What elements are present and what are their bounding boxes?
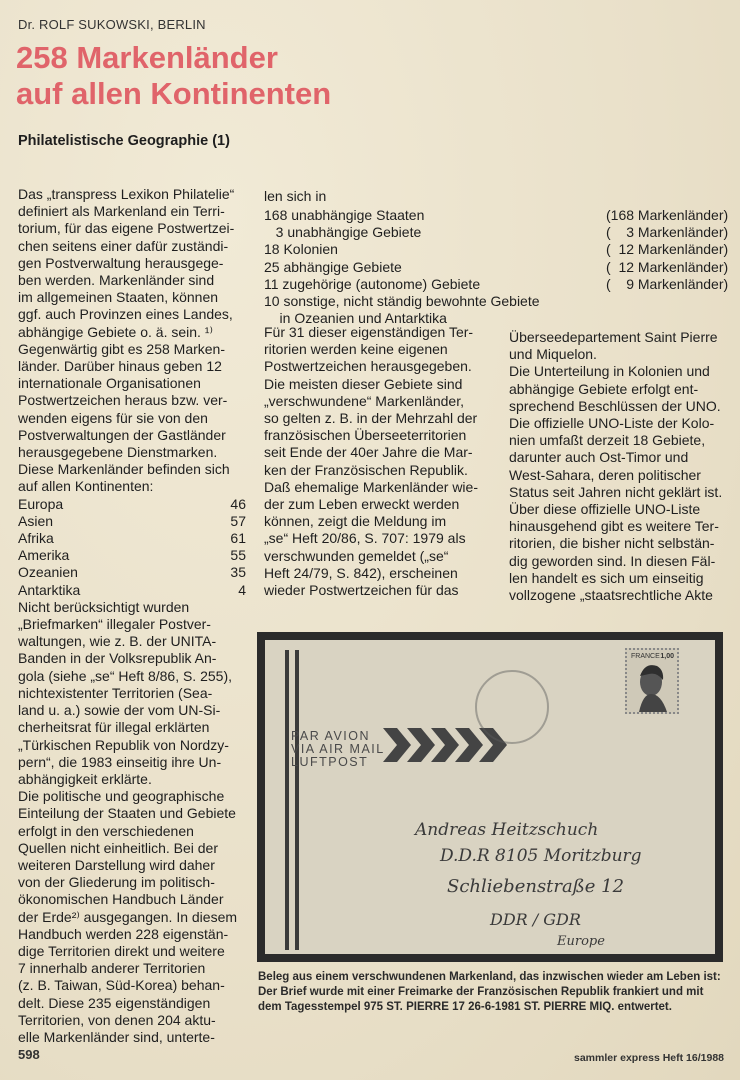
text-line: land u. a.) sowie der vom UN-Si- xyxy=(18,702,221,719)
text-line: seit Ende der 40er Jahre die Mar- xyxy=(264,444,473,461)
text-line: Über diese offizielle UNO-Liste xyxy=(509,501,701,518)
territory-list xyxy=(264,207,736,327)
continent-row xyxy=(18,564,246,581)
stamp-value: 1,00 xyxy=(660,653,674,660)
territory-stamp-count: ( 3 Markenländer) xyxy=(606,224,729,241)
text-line: gen Postverwaltung herausgege- xyxy=(18,254,224,271)
address-line: DDR / GDR xyxy=(490,910,581,929)
text-line: gola (siehe „se“ Heft 8/86, S. 255), xyxy=(18,667,232,684)
text-line: Territorien, von denen 204 aktu- xyxy=(18,1011,216,1028)
text-line: Heft 24/79, S. 842), erscheinen xyxy=(264,564,458,581)
text-line: Gegenwärtig gibt es 258 Marken- xyxy=(18,340,225,357)
byline: Dr. ROLF SUKOWSKI, BERLIN xyxy=(18,17,206,32)
airmail-bar xyxy=(285,650,289,950)
territory-label: 3 unabhängige Gebiete xyxy=(264,224,422,241)
text-line: Diese Markenländer befinden sich xyxy=(18,461,230,478)
postage-stamp xyxy=(625,648,679,714)
text-line: ritorien werden keine eigenen xyxy=(264,341,448,358)
text-line: Status seit Jahren nicht geklärt ist. xyxy=(509,483,723,500)
text-line: von der Gliederung im politisch- xyxy=(18,874,215,891)
territory-label: 25 abhängige Gebiete xyxy=(264,258,402,275)
airmail-line: LUFTPOST xyxy=(291,755,369,769)
address-line: Andreas Heitzschuch xyxy=(415,820,599,840)
text-line: so gelten z. B. in der Mehrzahl der xyxy=(264,410,478,427)
text-line: Die meisten dieser Gebiete sind xyxy=(264,375,463,392)
territory-label: in Ozeanien und Antarktika xyxy=(264,310,447,327)
continent-name: Antarktika xyxy=(18,581,81,598)
text-line: auf allen Kontinenten: xyxy=(18,478,154,495)
column-1-intro xyxy=(18,186,246,496)
text-line: West-Sahara, deren politischer xyxy=(509,466,701,483)
text-line: cherheitsrat für illegal erklärten xyxy=(18,719,210,736)
text-line: verschwunden gemeldet („se“ xyxy=(264,547,449,564)
text-line: im allgemeinen Staaten, können xyxy=(18,289,219,306)
text-line: ken der Französischen Republik. xyxy=(264,461,468,478)
territory-row xyxy=(264,241,736,258)
page-title xyxy=(16,40,331,112)
text-line: Die offizielle UNO-Liste der Kolo- xyxy=(509,415,715,432)
text-line: „Briefmarken“ illegaler Postver- xyxy=(18,616,211,633)
continent-table xyxy=(18,496,246,599)
territory-row xyxy=(264,259,736,276)
text-line: Quellen nicht einheitlich. Bei der xyxy=(18,839,219,856)
text-line: der Erde²⁾ ausgegangen. In diesem xyxy=(18,908,238,925)
continent-name: Europa xyxy=(18,495,64,512)
text-line: Postwertzeichen heraus bzw. ver- xyxy=(18,392,228,409)
continent-count: 35 xyxy=(230,564,246,581)
text-line: nien umfaßt derzeit 18 Gebiete, xyxy=(509,432,706,449)
text-line: der zum Leben erweckt werden xyxy=(264,496,460,513)
text-line: dig geworden sind. In diesen Fäl- xyxy=(509,552,716,569)
text-line: hinausgehend gibt es weitere Ter- xyxy=(509,518,719,535)
address-line: Europe xyxy=(557,934,605,949)
text-line: nichtexistenter Territorien (Sea- xyxy=(18,684,213,701)
text-line: abhängige Gebiete o. ä. sein. ¹⁾ xyxy=(18,323,213,340)
territory-stamp-count: ( 12 Markenländer) xyxy=(606,241,729,258)
text-line: weiteren Darstellung wird daher xyxy=(18,856,215,873)
continent-name: Amerika xyxy=(18,547,70,564)
text-line: ökonomischen Handbuch Länder xyxy=(18,891,224,908)
continent-row xyxy=(18,496,246,513)
text-line: französischen Überseeterritorien xyxy=(264,427,467,444)
continent-row xyxy=(18,582,246,599)
text-line: ritorien, die bisher nicht selbstän- xyxy=(509,535,715,552)
text-line: (z. B. Taiwan, Süd-Korea) behan- xyxy=(18,977,225,994)
column-2-lead xyxy=(264,188,496,205)
text-line: „Türkischen Republik von Nordzy- xyxy=(18,736,229,753)
text-line: sprechend Beschlüssen der UNO. xyxy=(509,397,721,414)
text-line: abhängige Gebiete erfolgt ent- xyxy=(509,380,699,397)
marianne-portrait-icon xyxy=(627,650,677,712)
text-line: Die politische und geographische xyxy=(18,788,225,805)
text-line: Nicht berücksichtigt wurden xyxy=(18,598,190,615)
text-line: erfolgt in den verschiedenen xyxy=(18,822,194,839)
territory-stamp-count: ( 12 Markenländer) xyxy=(606,258,729,275)
territory-label: 11 zugehörige (autonome) Gebiete xyxy=(264,275,481,292)
text-line: definiert als Markenland ein Terri- xyxy=(18,203,225,220)
address-line: Schliebenstraße 12 xyxy=(447,876,625,897)
text-line: ggf. auch Provinzen eines Landes, xyxy=(18,306,233,323)
text-line: Daß ehemalige Markenländer wie- xyxy=(264,478,478,495)
envelope xyxy=(265,640,715,954)
envelope-photo xyxy=(257,632,723,962)
text-line: dige Territorien direkt und weitere xyxy=(18,942,225,959)
text-line: elle Markenländer sind, unterte- xyxy=(18,1028,215,1045)
territory-row xyxy=(264,293,736,310)
text-line: herausgegebene Dienstmarken. xyxy=(18,444,218,461)
airmail-line: PAR AVION xyxy=(291,729,371,743)
text-line: delt. Diese 235 eigenständigen xyxy=(18,994,211,1011)
text-line: wenden eigens für sie von den xyxy=(18,409,208,426)
continent-row xyxy=(18,530,246,547)
page-number: 598 xyxy=(18,1047,40,1062)
continent-count: 46 xyxy=(230,495,246,512)
continent-row xyxy=(18,513,246,530)
continent-row xyxy=(18,547,246,564)
territory-lead-in: len sich in xyxy=(264,188,327,204)
territory-label: 10 sonstige, nicht ständig bewohnte Gebiete xyxy=(264,292,540,309)
continent-count: 57 xyxy=(230,512,246,529)
continent-count: 4 xyxy=(238,581,246,598)
photo-caption: Beleg aus einem verschwundenen Markenland, das inzwischen wieder am Leben ist: Der Brief wurde mit einer Freimarke der Französischen Republik frankiert und mit dem Tagesstempel 975 ST. PIERRE 17 26-6-1981 ST. PIERRE MIQ. entwertet. xyxy=(258,971,721,1013)
column-2 xyxy=(264,324,496,599)
text-line: Überseedepartement Saint Pierre xyxy=(509,329,718,345)
text-line: ben werden. Markenländer sind xyxy=(18,272,215,289)
subtitle: Philatelistische Geographie (1) xyxy=(18,133,230,149)
territory-label: 18 Kolonien xyxy=(264,241,338,258)
territory-row xyxy=(264,276,736,293)
continent-count: 55 xyxy=(230,547,246,564)
text-line: Die Unterteilung in Kolonien und xyxy=(509,363,710,380)
text-line: Für 31 dieser eigenständigen Ter- xyxy=(264,324,474,340)
stamp-country: FRANCE xyxy=(631,653,660,660)
continent-name: Afrika xyxy=(18,530,54,547)
text-line: Postverwaltungen der Gastländer xyxy=(18,426,226,443)
text-line: Das „transpress Lexikon Philatelie“ xyxy=(18,186,235,202)
text-line: Banden in der Volksrepublik An- xyxy=(18,650,217,667)
text-line: abhängigkeit erklärte. xyxy=(18,770,152,787)
text-line: „se“ Heft 20/86, S. 707: 1979 als xyxy=(264,530,466,547)
text-line: internationale Organisationen xyxy=(18,375,201,392)
continent-count: 61 xyxy=(230,530,246,547)
column-3 xyxy=(509,329,735,604)
territory-stamp-count: (168 Markenländer) xyxy=(606,207,729,223)
text-line: vollzogene „staatsrechtliche Akte xyxy=(509,587,713,604)
airmail-bar xyxy=(295,650,299,950)
text-line: und Miquelon. xyxy=(509,346,597,363)
text-line: Einteilung der Staaten und Gebiete xyxy=(18,805,236,822)
text-line: länder. Darüber hinaus geben 12 xyxy=(18,358,222,375)
text-line: Postwertzeichen herausgegeben. xyxy=(264,358,472,375)
publication-footer: sammler express Heft 16/1988 xyxy=(574,1052,725,1064)
airmail-label xyxy=(291,730,385,769)
text-line: waltungen, wie z. B. der UNITA- xyxy=(18,633,217,650)
text-line: Handbuch werden 228 eigenstän- xyxy=(18,925,229,942)
text-line: chen seitens einer dafür zuständi- xyxy=(18,237,229,254)
text-line: torium, für das eigene Postwertzei- xyxy=(18,220,235,237)
territory-row xyxy=(264,224,736,241)
territory-row xyxy=(264,207,736,224)
airmail-line: VIA AIR MAIL xyxy=(291,742,385,756)
title-line-1: 258 Markenländer xyxy=(16,40,278,75)
text-line: 7 innerhalb anderer Territorien xyxy=(18,960,206,977)
text-line: darunter auch Ost-Timor und xyxy=(509,449,689,466)
text-line: können, zeigt die Meldung im xyxy=(264,513,447,530)
title-line-2: auf allen Kontinenten xyxy=(16,76,332,111)
territory-label: 168 unabhängige Staaten xyxy=(264,207,425,223)
column-1-rest xyxy=(18,599,246,1046)
continent-name: Asien xyxy=(18,512,54,529)
continent-name: Ozeanien xyxy=(18,564,78,581)
text-line: wieder Postwertzeichen für das xyxy=(264,582,459,599)
postmark xyxy=(475,670,549,744)
column-1 xyxy=(18,186,246,1046)
text-line: pern“, die 1983 einseitig ihre Un- xyxy=(18,753,222,770)
territory-stamp-count: ( 9 Markenländer) xyxy=(606,275,729,292)
text-line: len handelt es sich um einseitig xyxy=(509,569,704,586)
address-line: D.D.R 8105 Moritzburg xyxy=(440,846,642,866)
text-line: „verschwundene“ Markenländer, xyxy=(264,392,464,409)
